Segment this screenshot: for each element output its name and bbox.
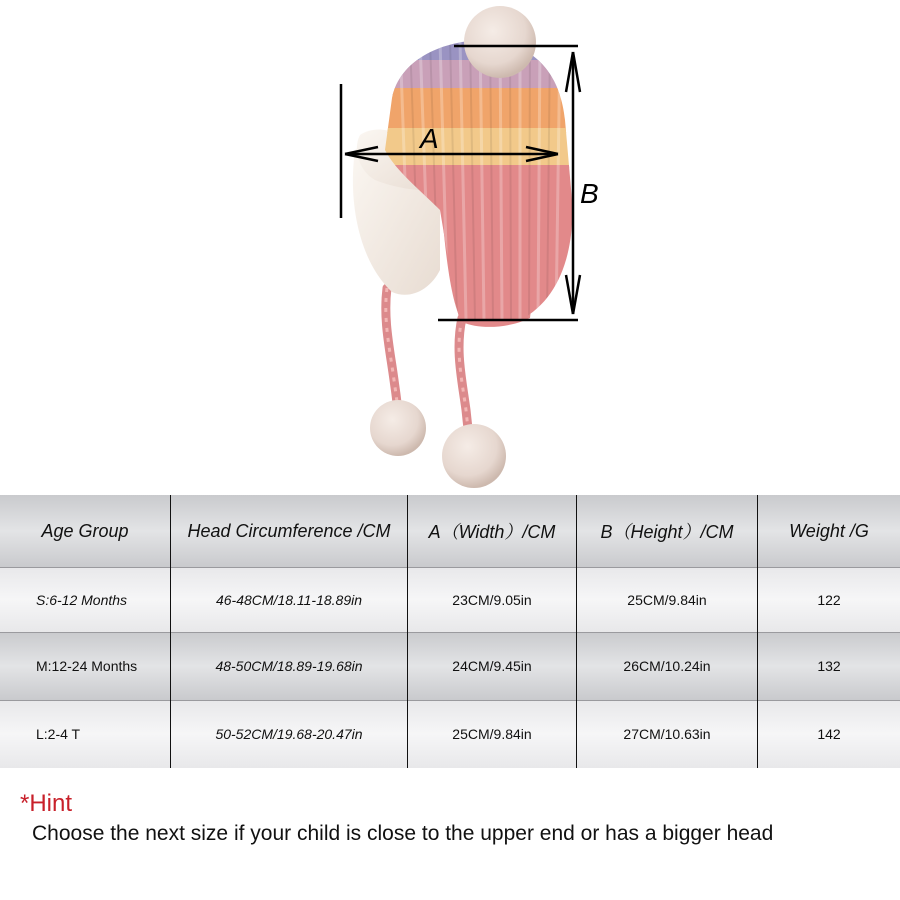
cell-weight: 132 — [817, 658, 841, 674]
cell-age-group: M:12-24 Months — [36, 658, 138, 674]
cell-head-circumference: 50-52CM/19.68-20.47in — [215, 726, 363, 742]
header-head-circumference: Head Circumference /CM — [187, 520, 391, 541]
top-pompom — [464, 6, 536, 78]
header-weight: Weight /G — [789, 520, 869, 541]
column-divider — [576, 495, 577, 768]
column-divider — [757, 495, 758, 768]
pompom-right — [442, 424, 506, 488]
cell-age-group: S:6-12 Months — [36, 591, 128, 608]
dimension-b-label: B — [580, 178, 599, 209]
dimension-a-label: A — [420, 123, 439, 154]
table-header-row — [0, 495, 900, 567]
row-divider — [0, 567, 900, 568]
cell-height: 25CM/9.84in — [627, 591, 707, 608]
hint-text: Choose the next size if your child is close to the upper end or has a bigger head — [32, 822, 774, 845]
header-height: B（Height）/CM — [600, 522, 734, 542]
cell-head-circumference: 48-50CM/18.89-19.68in — [215, 658, 363, 674]
table-row — [0, 567, 900, 632]
cell-height: 26CM/10.24in — [623, 658, 711, 674]
header-width: A（Width）/CM — [428, 522, 556, 542]
table-row — [0, 700, 900, 768]
cell-age-group: L:2-4 T — [36, 726, 81, 742]
cell-width: 24CM/9.45in — [452, 658, 532, 674]
cell-width: 23CM/9.05in — [452, 591, 532, 608]
cell-width: 25CM/9.84in — [452, 726, 532, 742]
cell-head-circumference: 46-48CM/18.11-18.89in — [215, 591, 363, 608]
pompom-left — [370, 400, 426, 456]
column-divider — [407, 495, 408, 768]
column-divider — [170, 495, 171, 768]
header-age-group: Age Group — [41, 520, 129, 541]
row-divider — [0, 632, 900, 633]
row-divider — [0, 700, 900, 701]
hint-title: *Hint — [20, 790, 73, 817]
cell-height: 27CM/10.63in — [623, 726, 711, 742]
cell-weight: 122 — [817, 591, 841, 608]
cell-weight: 142 — [817, 726, 841, 742]
table-row — [0, 632, 900, 700]
size-table — [0, 495, 900, 768]
